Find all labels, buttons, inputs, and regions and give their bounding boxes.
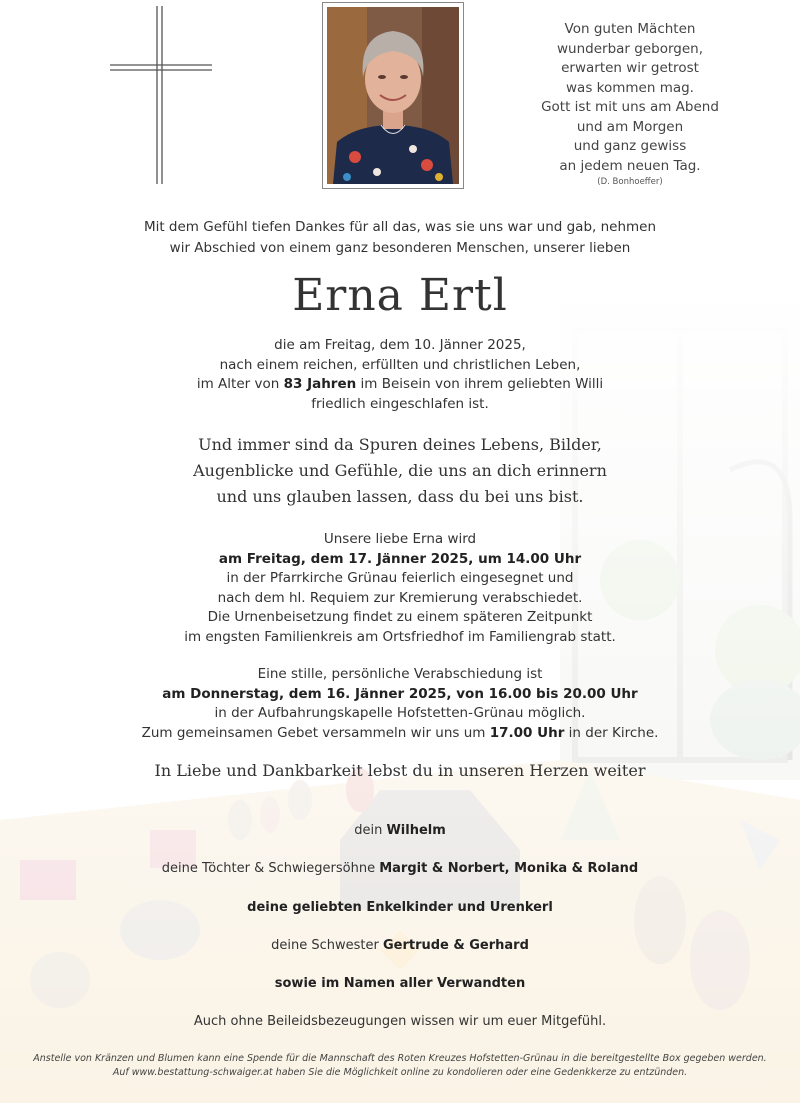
deceased-name: Erna Ertl: [292, 270, 508, 321]
farewell-line-text: in der Kirche.: [564, 724, 659, 741]
mourner-husband: [80, 822, 720, 840]
cross-icon: [110, 6, 214, 186]
mourner-sister: [80, 937, 720, 955]
death-line: friedlich eingeschlafen ist.: [311, 395, 489, 412]
death-line-text: im Alter von: [196, 376, 284, 392]
farewell-line: [100, 724, 700, 744]
death-notice: [100, 336, 700, 414]
closing-note: Auch ohne Beileidsbezeugungen wissen wir um euer Mitgefühl.: [193, 1014, 607, 1029]
funeral-line: in der Pfarrkirche Grünau feierlich eingesegnet und: [226, 570, 574, 586]
farewell-date: [100, 685, 700, 705]
prayer-time: 17.00 Uhr: [489, 724, 565, 741]
poem-line: und am Morgen: [576, 118, 684, 135]
poem-line: was kommen mag.: [566, 79, 694, 96]
poem-line: wunderbar geborgen,: [556, 40, 703, 57]
footer: [20, 1052, 780, 1080]
mourner-names: sowie im Namen aller Verwandten: [274, 976, 526, 991]
age-value: 83 Jahren: [283, 376, 357, 392]
funeral-line: Unsere liebe Erna wird: [323, 531, 477, 547]
poem-line: erwarten wir getrost: [561, 60, 699, 76]
death-line: die am Freitag, dem 10. Jänner 2025,: [274, 337, 526, 353]
mourner-names: deine geliebten Enkelkinder und Urenkerl: [247, 900, 553, 915]
funeral-info: [100, 530, 700, 647]
intro-line: Mit dem Gefühl tiefen Dankes für all das, was sie uns war und gab, nehmen: [143, 219, 657, 235]
portrait-photo: [322, 2, 464, 189]
mourner-relation: deine Schwester: [271, 938, 383, 953]
funeral-line: im engsten Familienkreis am Ortsfriedhof im Familiengrab statt.: [184, 628, 616, 645]
farewell-line: Eine stille, persönliche Verabschiedung ist: [257, 666, 543, 682]
motto: In Liebe und Dankbarkeit lebst du in unseren Herzen weiter: [154, 761, 646, 780]
verse-line: Und immer sind da Spuren deines Lebens, Bilder,: [198, 435, 602, 454]
poem-line: Von guten Mächten: [564, 21, 696, 37]
mourner-names: Margit & Norbert, Monika & Roland: [379, 861, 639, 876]
mourner-relatives: [80, 975, 720, 993]
funeral-date-text: am Freitag, dem 17. Jänner 2025, um 14.00 Uhr: [218, 550, 582, 567]
portrait-icon: [327, 7, 459, 184]
funeral-line: nach dem hl. Requiem zur Kremierung verabschiedet.: [217, 589, 583, 606]
mourner-names: Wilhelm: [386, 823, 446, 838]
farewell-line-text: Zum gemeinsamen Gebet versammeln wir uns um: [141, 724, 490, 741]
poem-credit: (D. Bonhoeffer): [597, 177, 663, 187]
intro-text: [60, 217, 740, 258]
poem-line: Gott ist mit uns am Abend: [541, 99, 719, 115]
death-line-text: im Beisein von ihrem geliebten Willi: [356, 376, 604, 392]
mourner-daughters: [80, 860, 720, 878]
farewell-date-text: am Donnerstag, dem 16. Jänner 2025, von 16.00 bis 20.00 Uhr: [162, 685, 638, 702]
verse-line: und uns glauben lassen, dass du bei uns bist.: [216, 487, 584, 506]
intro-line: wir Abschied von einem ganz besonderen Menschen, unserer lieben: [169, 239, 631, 256]
footer-donation: Anstelle von Kränzen und Blumen kann eine Spende für die Mannschaft des Roten Kreuzes Hofstetten-Grünau in die bereitgestellte Box gegeben werden.: [33, 1053, 767, 1064]
mourner-relation: deine Töchter & Schwiegersöhne: [161, 861, 380, 876]
death-line: [100, 375, 700, 395]
mourner-names: Gertrude & Gerhard: [382, 938, 529, 953]
funeral-line: Die Urnenbeisetzung findet zu einem späteren Zeitpunkt: [207, 609, 593, 625]
death-line: nach einem reichen, erfüllten und christlichen Leben,: [219, 356, 581, 373]
mourner-grandchildren: [80, 899, 720, 917]
poem-line: und ganz gewiss: [573, 138, 687, 154]
mourner-relation: dein: [354, 823, 387, 838]
poem-line: an jedem neuen Tag.: [559, 157, 701, 174]
verse: [120, 432, 680, 510]
footer-condolence: Auf www.bestattung-schwaiger.at haben Sie die Möglichkeit online zu kondolieren oder eine Gedenkkerze zu entzünden.: [112, 1067, 688, 1078]
farewell-line: in der Aufbahrungskapelle Hofstetten-Grünau möglich.: [214, 705, 586, 721]
funeral-date: [100, 550, 700, 570]
poem: [510, 20, 750, 188]
verse-line: Augenblicke und Gefühle, die uns an dich erinnern: [193, 461, 607, 480]
farewell-info: [100, 665, 700, 743]
